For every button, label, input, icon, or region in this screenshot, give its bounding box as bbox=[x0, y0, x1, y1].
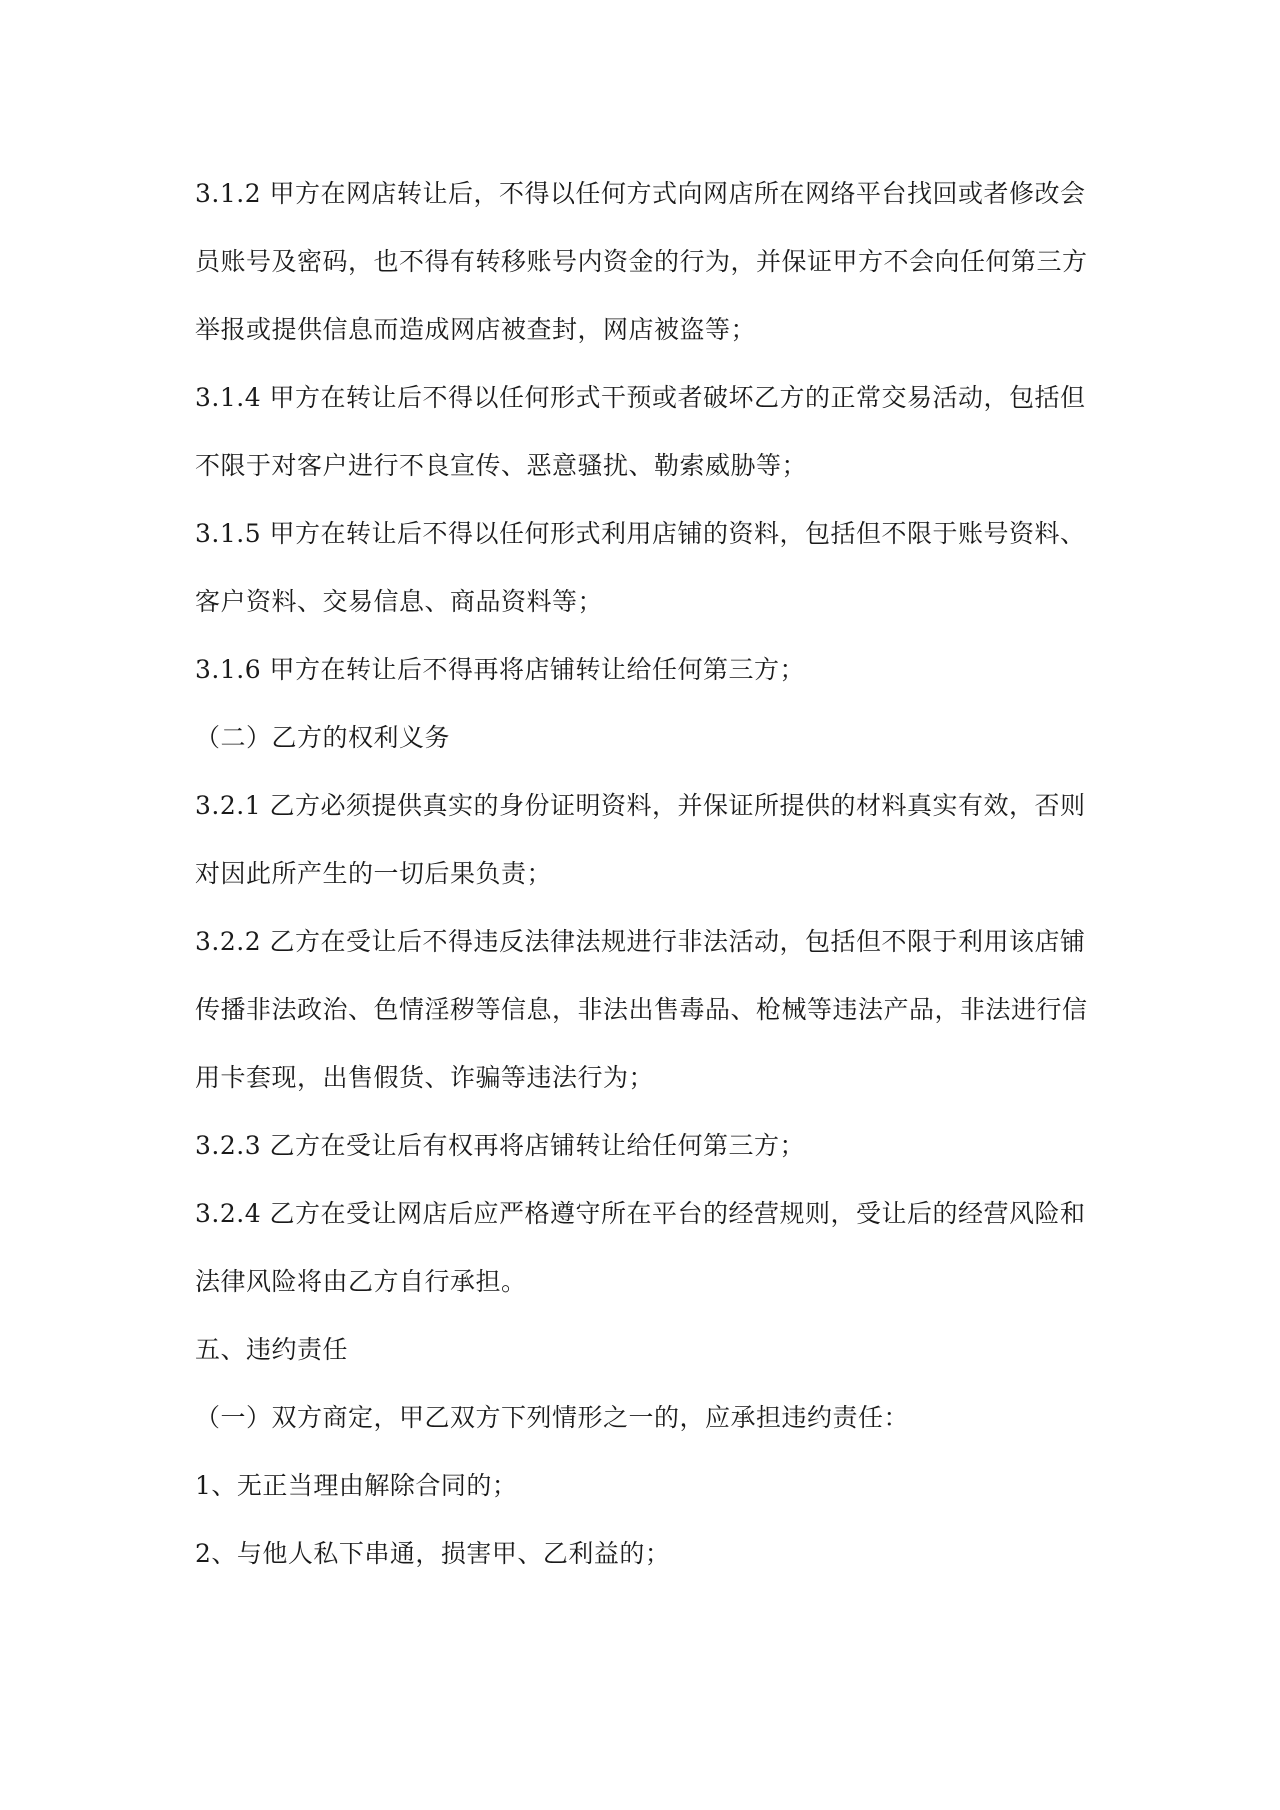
paragraph-3-2-4 bbox=[195, 1180, 1100, 1316]
text-line: 法律风险将由乙方自行承担。 bbox=[195, 1267, 527, 1296]
text-line: 传播非法政治、色情淫秽等信息，非法出售毒品、枪械等违法产品，非法进行信 bbox=[195, 995, 1088, 1024]
text-line: （一）双方商定，甲乙双方下列情形之一的，应承担违约责任： bbox=[195, 1403, 910, 1432]
paragraph-3-2-1 bbox=[195, 772, 1100, 908]
section-heading-party-b-rights bbox=[195, 704, 1100, 772]
document-body bbox=[195, 160, 1100, 1588]
paragraph-3-2-2 bbox=[195, 908, 1100, 1112]
text-line: 3.1.2 甲方在网店转让后，不得以任何方式向网店所在网络平台找回或者修改会 bbox=[195, 179, 1086, 208]
paragraph-3-2-3 bbox=[195, 1112, 1100, 1180]
text-line: 3.1.6 甲方在转让后不得再将店铺转让给任何第三方； bbox=[195, 655, 806, 684]
list-item-1 bbox=[195, 1452, 1100, 1520]
text-line: 1、无正当理由解除合同的； bbox=[195, 1471, 518, 1500]
text-line: 不限于对客户进行不良宣传、恶意骚扰、勒索威胁等； bbox=[195, 451, 808, 480]
text-line: 用卡套现，出售假货、诈骗等违法行为； bbox=[195, 1063, 655, 1092]
section-heading-breach-liability bbox=[195, 1316, 1100, 1384]
text-line: 举报或提供信息而造成网店被查封，网店被盗等； bbox=[195, 315, 757, 344]
paragraph-3-1-2 bbox=[195, 160, 1100, 364]
text-line: 客户资料、交易信息、商品资料等； bbox=[195, 587, 604, 616]
text-line: 3.2.3 乙方在受让后有权再将店铺转让给任何第三方； bbox=[195, 1131, 806, 1160]
text-line: 3.2.2 乙方在受让后不得违反法律法规进行非法活动，包括但不限于利用该店铺 bbox=[195, 927, 1086, 956]
paragraph-3-1-6 bbox=[195, 636, 1100, 704]
text-line: 3.2.1 乙方必须提供真实的身份证明资料，并保证所提供的材料真实有效，否则 bbox=[195, 791, 1086, 820]
text-line: 3.1.5 甲方在转让后不得以任何形式利用店铺的资料，包括但不限于账号资料、 bbox=[195, 519, 1086, 548]
text-line: 3.1.4 甲方在转让后不得以任何形式干预或者破坏乙方的正常交易活动，包括但 bbox=[195, 383, 1086, 412]
text-line: 对因此所产生的一切后果负责； bbox=[195, 859, 553, 888]
text-line: 3.2.4 乙方在受让网店后应严格遵守所在平台的经营规则，受让后的经营风险和 bbox=[195, 1199, 1086, 1228]
paragraph-3-1-5 bbox=[195, 500, 1100, 636]
text-line: （二）乙方的权利义务 bbox=[195, 723, 451, 752]
text-line: 2、与他人私下串通，损害甲、乙利益的； bbox=[195, 1539, 671, 1568]
list-item-2 bbox=[195, 1520, 1100, 1588]
paragraph-3-1-4 bbox=[195, 364, 1100, 500]
text-line: 五、违约责任 bbox=[195, 1335, 349, 1364]
text-line: 员账号及密码，也不得有转移账号内资金的行为，并保证甲方不会向任何第三方 bbox=[195, 247, 1088, 276]
subsection-heading-breach-cases bbox=[195, 1384, 1100, 1452]
